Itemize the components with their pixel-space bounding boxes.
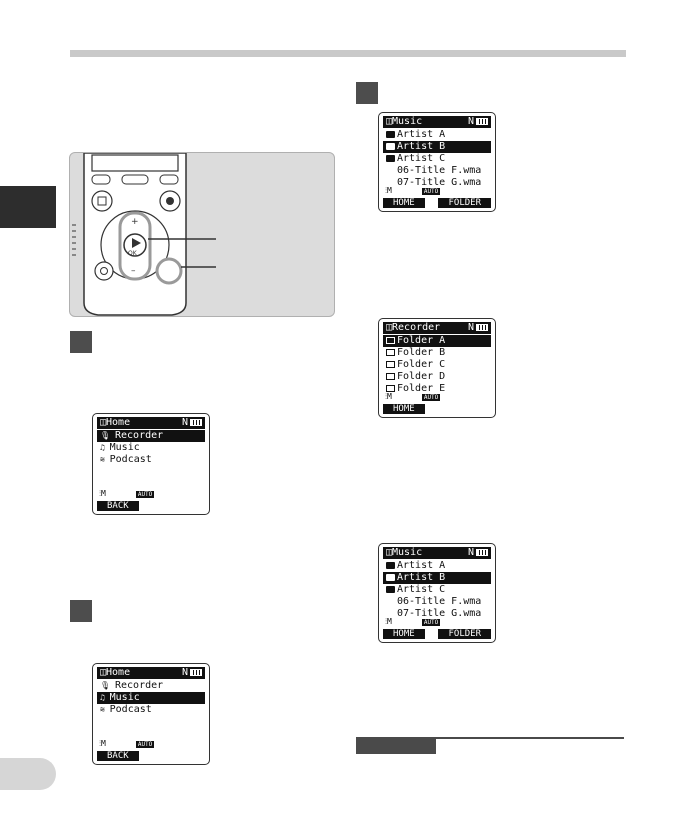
note-heading-block (356, 737, 436, 754)
lcd-list-item[interactable] (383, 596, 491, 608)
auto-badge: AUTO (423, 619, 439, 626)
lcd-status-line (385, 186, 440, 196)
softkey-bar (383, 198, 491, 208)
lcd-title: ◫Home (100, 667, 131, 678)
folder-box-icon (386, 385, 395, 392)
lcd-title: ◫Recorder (386, 322, 441, 333)
lcd-list-item[interactable] (97, 442, 205, 454)
chapter-tab (0, 186, 56, 228)
folder-icon (386, 586, 395, 593)
folder-icon (386, 574, 395, 581)
lcd-screen-music-1 (378, 112, 496, 212)
folder-icon (386, 155, 395, 162)
rec-mode-icon: ⫶M (385, 392, 392, 401)
folder-box-icon (386, 349, 395, 356)
lcd-list-item[interactable] (383, 560, 491, 572)
softkey-bar (97, 501, 205, 511)
softkey-left[interactable]: BACK (97, 751, 139, 761)
lcd-item-label: 06-Title F.wma (397, 596, 482, 607)
lcd-item-label: Folder B (397, 347, 446, 358)
lcd-status-line (99, 489, 154, 499)
softkey-bar (383, 404, 491, 414)
device-illustration (69, 152, 335, 317)
rss-icon: ≋ (100, 705, 110, 714)
lcd-list-item[interactable] (383, 572, 491, 584)
rec-mode-icon: ⫶M (99, 739, 106, 748)
battery-icon: N (182, 417, 202, 429)
folder-box-icon (386, 337, 395, 344)
lcd-status-line (385, 617, 440, 627)
lcd-item-label: 07-Title G.wma (397, 608, 482, 619)
folder-icon (386, 143, 395, 150)
top-rule (70, 50, 626, 57)
lcd-item-label: Artist C (397, 584, 446, 595)
battery-icon: N (182, 667, 202, 679)
plus-label: + (131, 217, 139, 227)
battery-icon: N (468, 322, 488, 334)
softkey-left[interactable]: HOME (383, 629, 425, 639)
step-marker (70, 331, 92, 353)
lcd-list-item[interactable] (383, 141, 491, 153)
lcd-item-label: Folder E (397, 383, 446, 394)
folder-box-icon (386, 361, 395, 368)
mic-icon: 🎙 (100, 431, 115, 440)
lcd-item-label: Folder D (397, 371, 446, 382)
lcd-header (97, 667, 205, 679)
lcd-title: ◫Home (100, 417, 131, 428)
battery-icon: N (468, 116, 488, 128)
lcd-screen-recorder (378, 318, 496, 418)
auto-badge: AUTO (423, 394, 439, 401)
rec-mode-icon: ⫶M (99, 489, 106, 498)
lcd-item-label: Folder A (397, 335, 446, 346)
lcd-item-label: Artist B (397, 572, 446, 583)
lcd-list-item[interactable] (97, 704, 205, 716)
lcd-item-label: Podcast (109, 704, 152, 715)
lcd-list-item[interactable] (97, 454, 205, 466)
softkey-left[interactable]: HOME (383, 404, 425, 414)
rec-mode-icon: ⫶M (385, 186, 392, 195)
rec-mode-icon: ⫶M (385, 617, 392, 626)
lcd-title: ◫Music (386, 547, 423, 558)
folder-icon (386, 131, 395, 138)
folder-box-icon (386, 373, 395, 380)
lcd-item-label: Music (109, 692, 140, 703)
lcd-list-item[interactable] (97, 680, 205, 692)
lcd-item-label: Recorder (114, 680, 164, 691)
lcd-status-line (385, 392, 440, 402)
lcd-item-label: 06-Title F.wma (397, 165, 482, 176)
note-icon: ♫ (100, 693, 110, 702)
lcd-list-item[interactable] (97, 430, 205, 442)
lcd-item-label: Music (109, 442, 140, 453)
lcd-list-item[interactable] (383, 347, 491, 359)
step-marker (356, 82, 378, 104)
auto-badge: AUTO (137, 491, 153, 498)
ok-label: OK (128, 250, 137, 257)
lcd-screen-home-music (92, 663, 210, 765)
lcd-item-label: Recorder (114, 430, 164, 441)
softkey-right[interactable]: FOLDER (438, 629, 491, 639)
mic-icon: 🎙 (100, 681, 115, 690)
lcd-list-item[interactable] (383, 371, 491, 383)
lcd-screen-home-recorder (92, 413, 210, 515)
lcd-item-label: Podcast (109, 454, 152, 465)
rss-icon: ≋ (100, 455, 110, 464)
minus-label: – (131, 266, 136, 276)
lcd-list-item[interactable] (383, 153, 491, 165)
softkey-right[interactable]: FOLDER (438, 198, 491, 208)
lcd-list-item[interactable] (383, 584, 491, 596)
step-marker (70, 600, 92, 622)
recorder-device-drawing (70, 153, 334, 316)
lcd-list-item[interactable] (383, 359, 491, 371)
auto-badge: AUTO (423, 188, 439, 195)
lcd-list-item[interactable] (383, 165, 491, 177)
lcd-status-line (99, 739, 154, 749)
note-icon: ♫ (100, 443, 110, 452)
lcd-item-label: Artist B (397, 141, 446, 152)
lcd-item-label: Artist A (397, 129, 446, 140)
lcd-list-item[interactable] (383, 129, 491, 141)
lcd-header (97, 417, 205, 429)
softkey-bar (97, 751, 205, 761)
lcd-header (383, 116, 491, 128)
note-rule-line (436, 737, 624, 739)
softkey-bar (383, 629, 491, 639)
lcd-screen-music-2 (378, 543, 496, 643)
lcd-list-item[interactable] (383, 335, 491, 347)
lcd-item-label: Folder C (397, 359, 446, 370)
softkey-left[interactable]: BACK (97, 501, 139, 511)
lcd-item-label: 07-Title G.wma (397, 177, 482, 188)
lcd-header (383, 547, 491, 559)
auto-badge: AUTO (137, 741, 153, 748)
lcd-item-label: Artist C (397, 153, 446, 164)
softkey-left[interactable]: HOME (383, 198, 425, 208)
lcd-header (383, 322, 491, 334)
lcd-item-label: Artist A (397, 560, 446, 571)
note-heading-rule (356, 737, 624, 754)
folder-icon (386, 562, 395, 569)
lcd-list-item[interactable] (97, 692, 205, 704)
page-number-tab (0, 758, 56, 790)
lcd-title: ◫Music (386, 116, 423, 127)
battery-icon: N (468, 547, 488, 559)
